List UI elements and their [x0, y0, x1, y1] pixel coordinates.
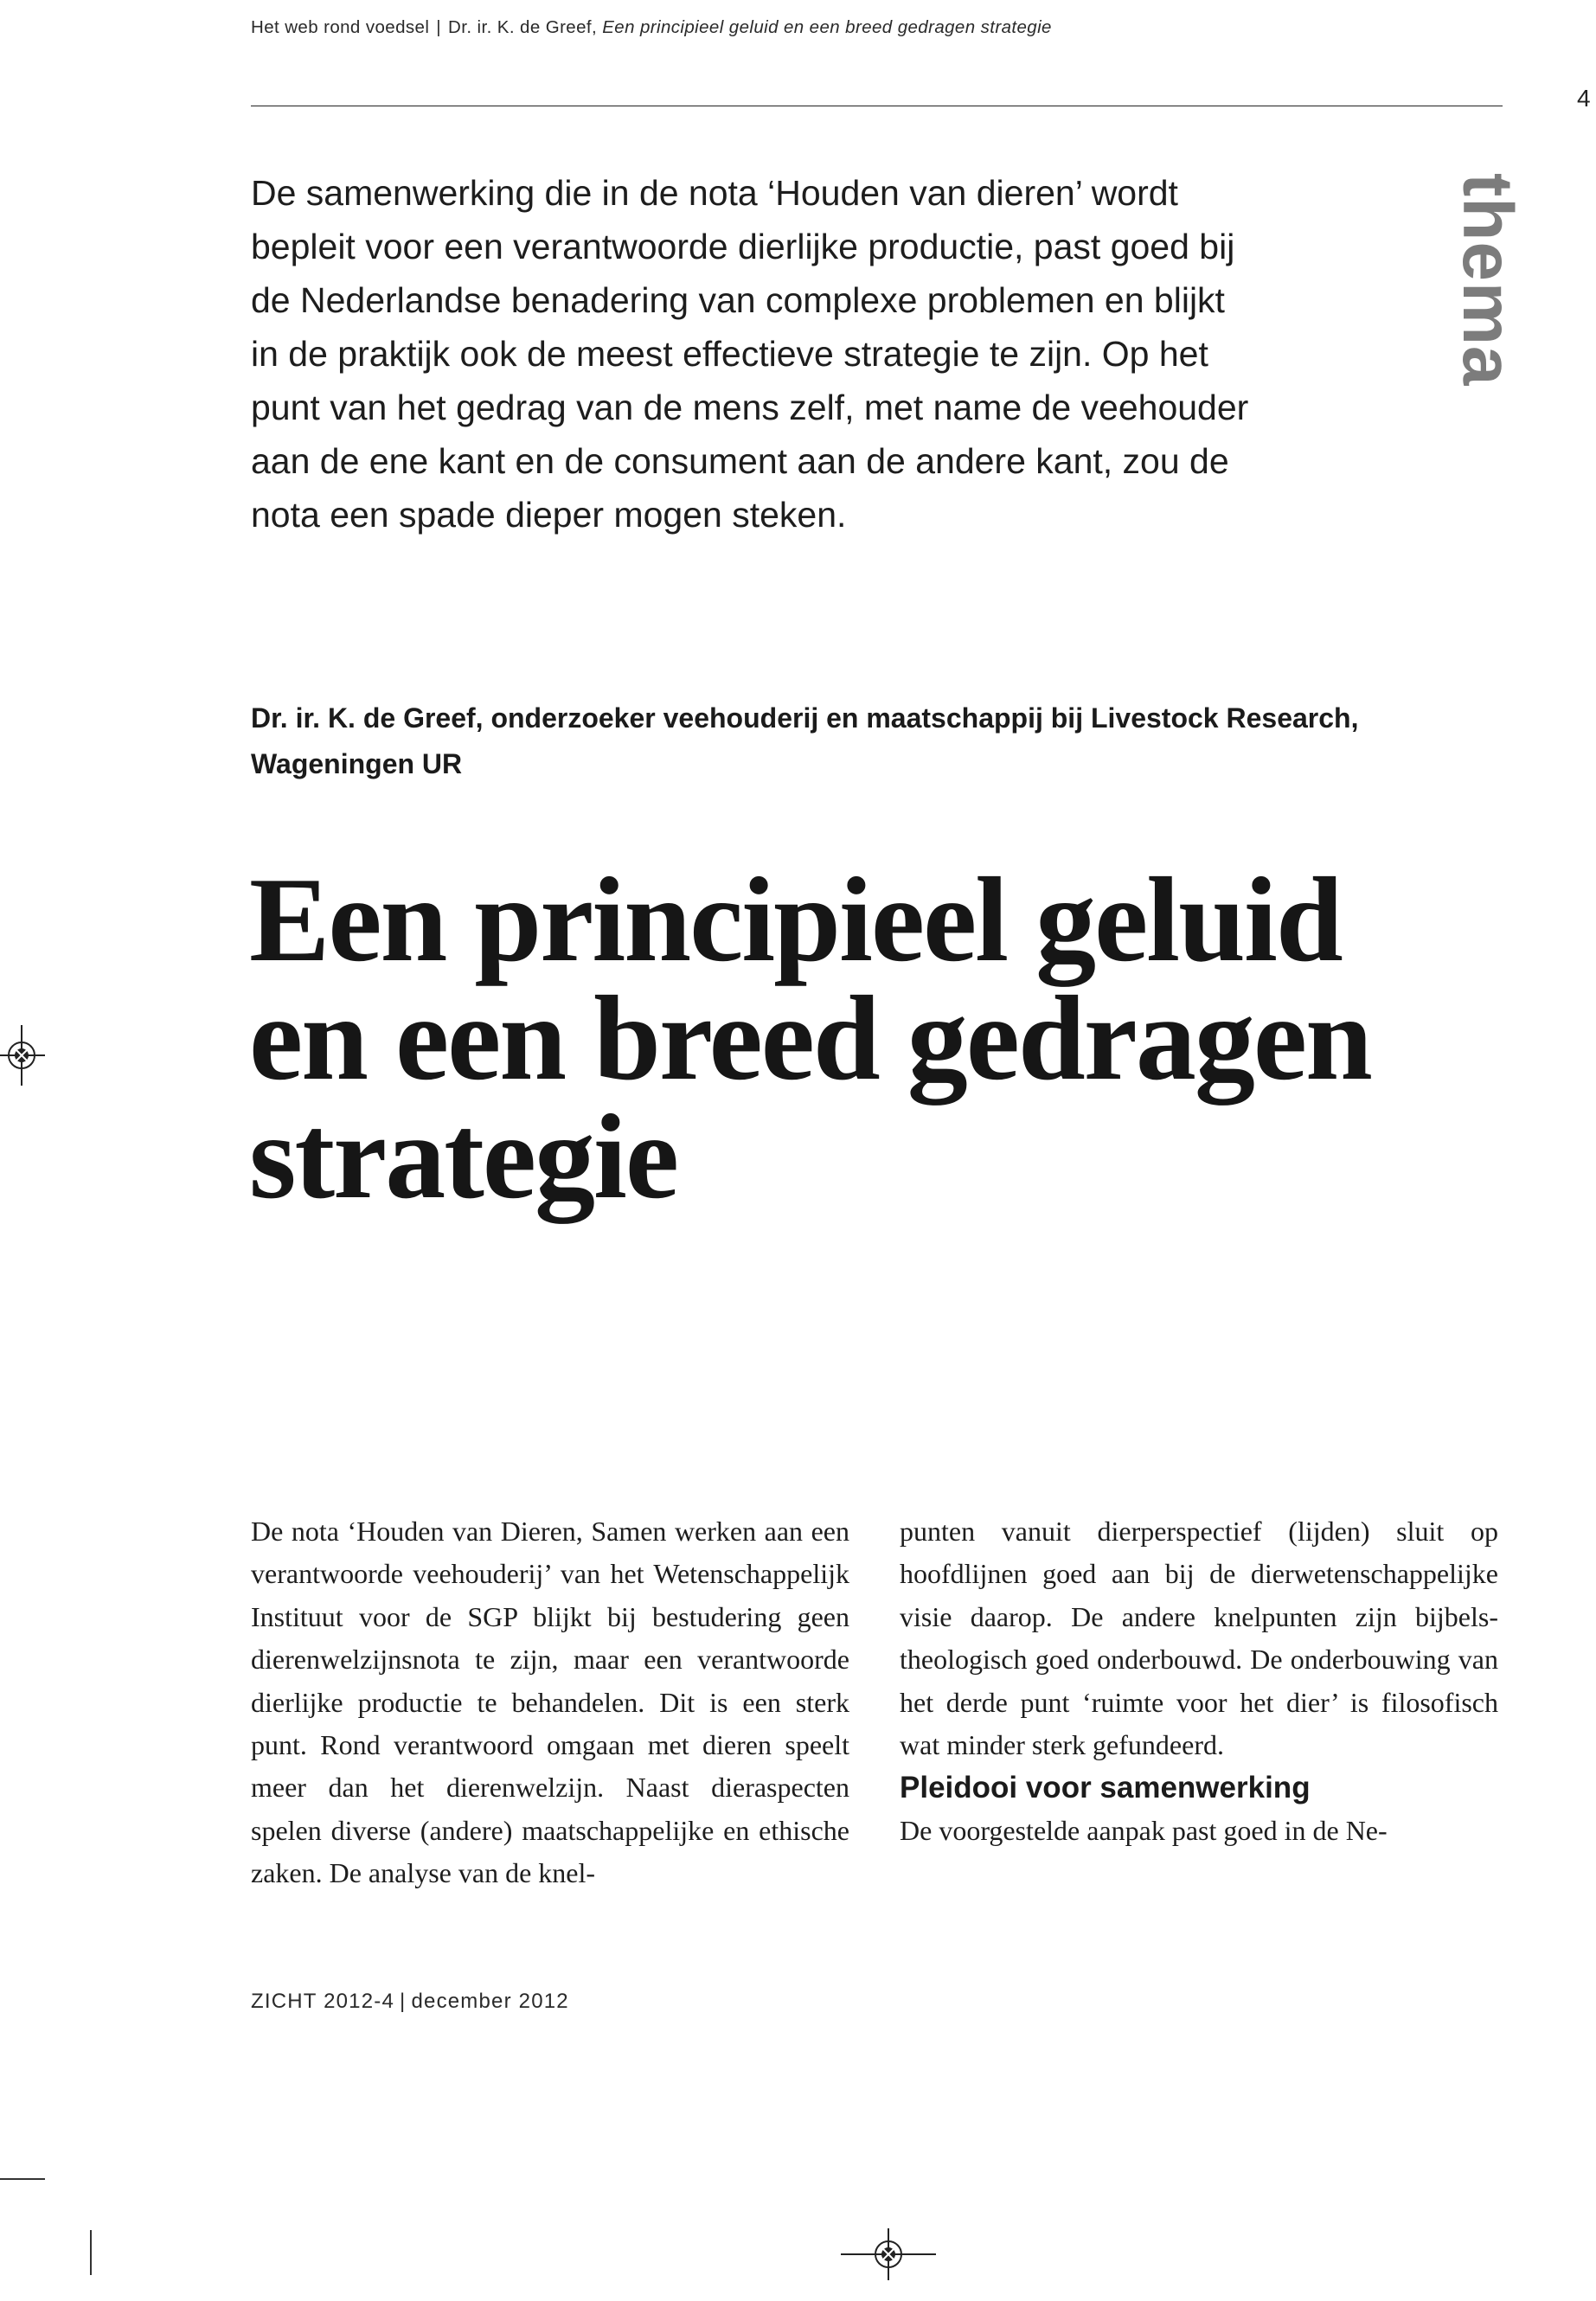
footer-publication: ZICHT 2012-4 — [251, 1990, 395, 2013]
running-head-separator: | — [436, 17, 442, 37]
running-head-author: Dr. ir. K. de Greef, — [448, 17, 598, 37]
body-column-right — [900, 1510, 1498, 1852]
body-paragraph: De nota ‘Houden van Dieren, Samen werken aan een verantwoorde veehouderij’ van het Wetenschappelijk Instituut voor de SGP blijkt bij bestudering geen dierenwelzijnsnota te zijn, maar een verantwoorde dierlijke productie te behandelen. Dit is een sterk punt. Rond verantwoord omgaan met dieren speelt meer dan het dierenwelzijn. Naast dieraspecten spelen diverse (andere) maatschappelijke en ethische zaken. De analyse van de knel- — [251, 1516, 849, 1889]
intro-paragraph: De samenwerking die in de nota ‘Houden van dieren’ wordt bepleit voor een verantwoorde dierlijke productie, past goed bij de Nederlandse benadering van complexe problemen en blijkt in de praktijk ook de meest effectieve strategie te zijn. Op het punt van het gedrag van de mens zelf, met name de veehouder aan de ene kant en de consument aan de andere kant, zou de nota een spade dieper mogen steken. — [251, 173, 1249, 535]
body-paragraph: punten vanuit dierperspectief (lijden) sluit op hoofdlijnen goed aan bij de dierwetenschappelijke visie daarop. De andere knelpunten zijn bijbels-theologisch goed onderbouwd. De onderbouwing van het derde punt ‘ruimte voor het dier’ is filosofisch wat minder sterk gefundeerd. — [900, 1516, 1498, 1761]
page-number: 4 — [1577, 85, 1591, 112]
section-subheading: Pleidooi voor samenwerking — [900, 1771, 1311, 1805]
body-paragraph: De voorgestelde aanpak past goed in de Ne- — [900, 1814, 1388, 1846]
registration-mark-icon — [0, 1025, 52, 1086]
registration-mark-icon — [841, 2228, 936, 2280]
footer-separator: | — [400, 1990, 407, 2013]
running-head — [251, 17, 1332, 38]
article-headline: Een principieel geluid en een breed gedragen strategie — [249, 853, 1371, 1224]
crop-mark — [0, 2178, 45, 2180]
crop-mark — [90, 2230, 92, 2275]
running-head-article-title: Een principieel geluid en een breed gedragen strategie — [602, 17, 1052, 37]
author-byline: Dr. ir. K. de Greef, onderzoeker veehouderij en maatschappij bij Livestock Research, Wageningen UR — [251, 702, 1359, 779]
running-head-series: Het web rond voedsel — [251, 17, 430, 37]
footer-date: december 2012 — [411, 1990, 569, 2013]
section-tag: thema — [1448, 173, 1527, 387]
page-footer — [251, 1990, 569, 2014]
body-column-left — [251, 1510, 849, 1895]
